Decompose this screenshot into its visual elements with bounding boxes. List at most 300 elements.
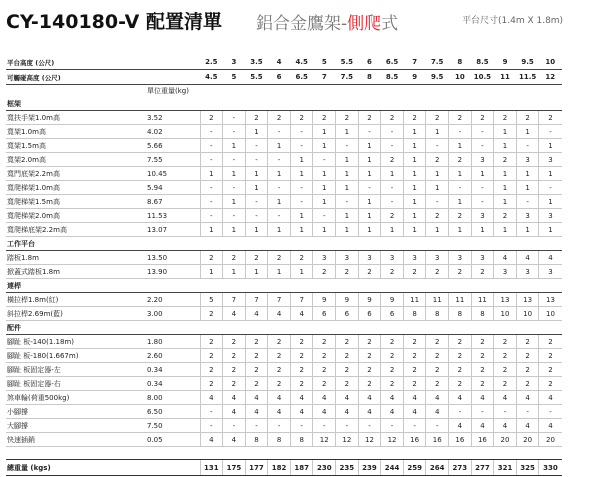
configuration-table	[6, 55, 562, 476]
item-quantity: 2	[358, 377, 381, 391]
item-quantity: 2	[449, 111, 472, 125]
item-quantity: -	[245, 209, 268, 223]
table-row	[6, 307, 562, 321]
item-quantity: 2	[403, 377, 426, 391]
item-name: 踏板1.8m	[6, 251, 144, 265]
item-quantity: 2	[245, 363, 268, 377]
item-quantity: 2	[200, 307, 223, 321]
item-name: 寬爬梯架1.0m高	[6, 181, 144, 195]
item-quantity: 4	[200, 433, 223, 447]
item-quantity: 1	[358, 153, 381, 167]
total-value: 187	[290, 460, 313, 476]
item-quantity: 2	[313, 335, 336, 349]
item-quantity: 1	[200, 265, 223, 279]
platform-height-row-value: 9	[494, 55, 517, 70]
item-quantity: 3	[494, 265, 517, 279]
unit-weight: 7.55	[144, 153, 200, 167]
item-quantity: 2	[290, 251, 313, 265]
platform-height-row-value: 8	[449, 55, 472, 70]
reach-height-row-value: 10.5	[471, 70, 494, 85]
item-quantity: 1	[290, 153, 313, 167]
item-quantity: 2	[516, 349, 539, 363]
item-quantity: -	[471, 181, 494, 195]
item-quantity: 2	[313, 363, 336, 377]
item-quantity: -	[200, 209, 223, 223]
item-quantity: -	[358, 125, 381, 139]
item-quantity: 1	[223, 265, 246, 279]
item-quantity: 2	[381, 265, 404, 279]
platform-height-row-value: 4	[268, 55, 291, 70]
item-quantity: 6	[313, 307, 336, 321]
table-row	[6, 153, 562, 167]
item-quantity: 3	[471, 251, 494, 265]
item-quantity: -	[200, 139, 223, 153]
total-value: 277	[471, 460, 494, 476]
item-quantity: 2	[381, 153, 404, 167]
total-value: 230	[313, 460, 336, 476]
item-quantity: 1	[268, 223, 291, 237]
reach-height-row-value: 10	[449, 70, 472, 85]
item-quantity: 13	[539, 293, 562, 307]
item-quantity: 4	[471, 391, 494, 405]
item-quantity: 1	[381, 223, 404, 237]
item-quantity: 11	[426, 293, 449, 307]
item-quantity: -	[200, 153, 223, 167]
item-name: 煞車輪(荷重500kg)	[6, 391, 144, 405]
spacer	[6, 447, 562, 460]
item-quantity: 6	[381, 307, 404, 321]
item-quantity: 4	[539, 391, 562, 405]
item-quantity: 1	[268, 167, 291, 181]
item-quantity: 1	[449, 167, 472, 181]
item-quantity: -	[223, 209, 246, 223]
item-quantity: 3	[403, 251, 426, 265]
item-quantity: 16	[426, 433, 449, 447]
item-quantity: 4	[516, 251, 539, 265]
item-quantity: -	[426, 139, 449, 153]
item-quantity: 2	[200, 111, 223, 125]
unit-weight: 0.34	[144, 363, 200, 377]
item-quantity: 3	[471, 209, 494, 223]
item-name: 腳趾 板-180(1.667m)	[6, 349, 144, 363]
item-quantity: 1	[539, 167, 562, 181]
item-quantity: 4	[336, 391, 359, 405]
item-quantity: 1	[245, 125, 268, 139]
item-quantity: 1	[539, 195, 562, 209]
item-quantity: 12	[358, 433, 381, 447]
unit-weight-blank	[381, 85, 404, 98]
item-quantity: 3	[539, 153, 562, 167]
item-name: 快速插銷	[6, 433, 144, 447]
item-quantity: 2	[268, 335, 291, 349]
item-name: 掀蓋式踏板1.8m	[6, 265, 144, 279]
item-quantity: 10	[539, 307, 562, 321]
item-quantity: 4	[471, 419, 494, 433]
item-quantity: 4	[223, 391, 246, 405]
item-quantity: 4	[200, 391, 223, 405]
item-quantity: 1	[426, 125, 449, 139]
item-quantity: 2	[494, 335, 517, 349]
item-quantity: 2	[200, 349, 223, 363]
item-quantity: -	[223, 125, 246, 139]
item-quantity: 9	[313, 293, 336, 307]
item-quantity: -	[223, 111, 246, 125]
unit-weight: 0.34	[144, 377, 200, 391]
table-row	[6, 195, 562, 209]
reach-height-row-value: 9	[403, 70, 426, 85]
item-quantity: -	[516, 405, 539, 419]
spacer-row	[6, 447, 562, 460]
item-quantity: 1	[403, 125, 426, 139]
item-quantity: 2	[449, 335, 472, 349]
item-quantity: -	[539, 125, 562, 139]
table-row	[6, 167, 562, 181]
item-quantity: -	[381, 125, 404, 139]
item-quantity: 2	[449, 349, 472, 363]
table-row	[6, 419, 562, 433]
reach-height-row-value: 8.5	[381, 70, 404, 85]
item-quantity: 4	[268, 307, 291, 321]
platform-height-row-spacer	[144, 55, 200, 70]
item-quantity: -	[268, 125, 291, 139]
item-quantity: 2	[494, 209, 517, 223]
item-quantity: 3	[516, 153, 539, 167]
item-quantity: -	[313, 209, 336, 223]
item-quantity: 2	[381, 363, 404, 377]
section-header	[6, 321, 562, 335]
item-quantity: 4	[223, 307, 246, 321]
item-quantity: 5	[200, 293, 223, 307]
item-quantity: 2	[336, 265, 359, 279]
subtitle-suffix: 式	[381, 14, 399, 34]
platform-height-row-value: 7.5	[426, 55, 449, 70]
item-quantity: 3	[358, 251, 381, 265]
item-quantity: 11	[403, 293, 426, 307]
item-quantity: 2	[223, 335, 246, 349]
item-name: 斜拉桿2.69m(藍)	[6, 307, 144, 321]
item-quantity: 8	[471, 307, 494, 321]
item-quantity: -	[268, 153, 291, 167]
platform-height-row-value: 4.5	[290, 55, 313, 70]
item-quantity: 6	[336, 307, 359, 321]
item-quantity: 3	[449, 251, 472, 265]
item-quantity: 2	[449, 153, 472, 167]
item-quantity: 2	[539, 377, 562, 391]
item-quantity: 20	[516, 433, 539, 447]
unit-weight: 5.66	[144, 139, 200, 153]
item-quantity: -	[290, 181, 313, 195]
item-quantity: -	[381, 139, 404, 153]
unit-weight-blank	[290, 85, 313, 98]
item-quantity: 2	[313, 265, 336, 279]
item-quantity: 4	[358, 391, 381, 405]
item-quantity: 4	[403, 391, 426, 405]
item-quantity: 1	[223, 195, 246, 209]
platform-height-row-value: 8.5	[471, 55, 494, 70]
item-quantity: 2	[494, 349, 517, 363]
platform-height-row-value: 3.5	[245, 55, 268, 70]
item-quantity: 2	[471, 363, 494, 377]
item-name: 寬架1.0m高	[6, 125, 144, 139]
item-quantity: 1	[516, 223, 539, 237]
item-quantity: 3	[471, 153, 494, 167]
item-quantity: 2	[290, 377, 313, 391]
unit-weight-blank	[449, 85, 472, 98]
item-quantity: 4	[516, 391, 539, 405]
unit-weight-blank	[223, 85, 246, 98]
unit-weight: 0.05	[144, 433, 200, 447]
item-quantity: 2	[358, 335, 381, 349]
item-quantity: 2	[290, 111, 313, 125]
item-quantity: 4	[539, 251, 562, 265]
item-quantity: 2	[268, 349, 291, 363]
item-quantity: 2	[313, 377, 336, 391]
item-quantity: -	[471, 195, 494, 209]
item-quantity: 1	[426, 181, 449, 195]
total-value: 177	[245, 460, 268, 476]
item-quantity: 1	[290, 265, 313, 279]
unit-weight-blank	[245, 85, 268, 98]
item-quantity: 1	[358, 139, 381, 153]
item-quantity: 2	[471, 265, 494, 279]
platform-height-row-value: 5.5	[336, 55, 359, 70]
item-quantity: 7	[268, 293, 291, 307]
item-quantity: 1	[245, 181, 268, 195]
item-quantity: -	[313, 153, 336, 167]
item-quantity: 4	[516, 419, 539, 433]
item-quantity: 1	[539, 139, 562, 153]
item-quantity: 4	[403, 405, 426, 419]
section-title: 配件	[6, 321, 562, 335]
item-quantity: 10	[516, 307, 539, 321]
unit-weight-blank	[200, 85, 223, 98]
table-row	[6, 349, 562, 363]
item-quantity: 1	[268, 139, 291, 153]
reach-height-row-label: 可觸碰高度 (公尺)	[6, 70, 144, 85]
item-quantity: 2	[426, 153, 449, 167]
item-quantity: 4	[223, 405, 246, 419]
item-quantity: 1	[449, 139, 472, 153]
unit-weight-blank	[313, 85, 336, 98]
total-row	[6, 460, 562, 476]
unit-weight: 5.94	[144, 181, 200, 195]
item-quantity: 1	[449, 223, 472, 237]
item-quantity: -	[358, 181, 381, 195]
item-quantity: 2	[245, 251, 268, 265]
item-quantity: -	[290, 125, 313, 139]
item-quantity: 2	[268, 363, 291, 377]
item-quantity: 4	[426, 405, 449, 419]
item-quantity: 2	[336, 349, 359, 363]
unit-weight: 7.50	[144, 419, 200, 433]
item-quantity: 2	[245, 349, 268, 363]
item-quantity: 13	[516, 293, 539, 307]
item-quantity: 2	[471, 111, 494, 125]
item-quantity: 8	[403, 307, 426, 321]
item-quantity: 2	[268, 377, 291, 391]
item-quantity: 1	[426, 223, 449, 237]
item-name: 大腳撐	[6, 419, 144, 433]
reach-height-row-value: 9.5	[426, 70, 449, 85]
item-quantity: 1	[358, 195, 381, 209]
item-quantity: 1	[494, 195, 517, 209]
item-quantity: -	[358, 419, 381, 433]
reach-height-row	[6, 70, 562, 85]
total-value: 244	[381, 460, 404, 476]
item-quantity: 2	[336, 377, 359, 391]
item-quantity: 1	[471, 223, 494, 237]
item-quantity: -	[381, 181, 404, 195]
platform-height-row-value: 6.5	[381, 55, 404, 70]
table-row	[6, 251, 562, 265]
total-value: 239	[358, 460, 381, 476]
item-name: 寬架1.5m高	[6, 139, 144, 153]
item-quantity: 1	[358, 167, 381, 181]
section-header	[6, 237, 562, 251]
item-quantity: 2	[245, 335, 268, 349]
item-quantity: 2	[290, 363, 313, 377]
item-quantity: 2	[539, 349, 562, 363]
item-quantity: 4	[268, 405, 291, 419]
item-quantity: 1	[336, 125, 359, 139]
item-quantity: 1	[268, 195, 291, 209]
item-quantity: 1	[449, 195, 472, 209]
item-quantity: -	[200, 195, 223, 209]
item-quantity: 16	[471, 433, 494, 447]
item-name: 寬門底架2.2m高	[6, 167, 144, 181]
item-quantity: 4	[290, 307, 313, 321]
reach-height-row-value: 5	[223, 70, 246, 85]
item-quantity: 1	[516, 125, 539, 139]
item-quantity: -	[245, 153, 268, 167]
item-quantity: 4	[539, 419, 562, 433]
item-quantity: -	[245, 139, 268, 153]
table-row	[6, 223, 562, 237]
table-row	[6, 293, 562, 307]
item-quantity: 1	[403, 181, 426, 195]
item-quantity: 1	[313, 167, 336, 181]
item-quantity: 9	[358, 293, 381, 307]
item-quantity: -	[516, 195, 539, 209]
item-quantity: 1	[223, 223, 246, 237]
item-name: 寬扶手架1.0m高	[6, 111, 144, 125]
unit-weight-row	[6, 85, 562, 98]
item-quantity: 1	[268, 265, 291, 279]
item-quantity: -	[200, 125, 223, 139]
total-value: 235	[336, 460, 359, 476]
unit-weight: 13.07	[144, 223, 200, 237]
item-quantity: -	[223, 419, 246, 433]
item-quantity: 1	[290, 223, 313, 237]
item-quantity: 1	[471, 167, 494, 181]
item-quantity: -	[471, 405, 494, 419]
item-quantity: -	[290, 195, 313, 209]
item-quantity: 2	[539, 335, 562, 349]
item-quantity: -	[494, 405, 517, 419]
item-name: 寬爬梯底架2.2m高	[6, 223, 144, 237]
item-quantity: 2	[516, 377, 539, 391]
unit-weight: 4.02	[144, 125, 200, 139]
item-quantity: 1	[200, 167, 223, 181]
unit-weight: 3.52	[144, 111, 200, 125]
item-quantity: 2	[426, 111, 449, 125]
unit-weight-blank	[494, 85, 517, 98]
item-quantity: 8	[449, 307, 472, 321]
item-quantity: 20	[494, 433, 517, 447]
section-header	[6, 97, 562, 111]
unit-weight-blank	[358, 85, 381, 98]
item-quantity: 16	[403, 433, 426, 447]
platform-height-row-value: 2.5	[200, 55, 223, 70]
reach-height-row-value: 11.5	[516, 70, 539, 85]
item-quantity: 2	[245, 377, 268, 391]
reach-height-row-value: 7	[313, 70, 336, 85]
item-quantity: 2	[494, 111, 517, 125]
item-quantity: 4	[449, 391, 472, 405]
item-quantity: 1	[403, 223, 426, 237]
item-quantity: 1	[494, 181, 517, 195]
reach-height-row-value: 6	[268, 70, 291, 85]
item-quantity: 1	[426, 167, 449, 181]
unit-weight: 6.50	[144, 405, 200, 419]
platform-height-row-value: 9.5	[516, 55, 539, 70]
item-quantity: -	[426, 419, 449, 433]
item-quantity: 4	[290, 391, 313, 405]
item-quantity: 9	[381, 293, 404, 307]
item-quantity: 7	[290, 293, 313, 307]
item-quantity: -	[471, 139, 494, 153]
item-quantity: 2	[268, 111, 291, 125]
item-quantity: 1	[494, 167, 517, 181]
table-row	[6, 111, 562, 125]
item-quantity: 9	[336, 293, 359, 307]
section-title: 連桿	[6, 279, 562, 293]
total-value: 264	[426, 460, 449, 476]
item-quantity: 4	[494, 251, 517, 265]
item-quantity: 1	[313, 139, 336, 153]
item-quantity: 3	[381, 251, 404, 265]
item-quantity: -	[336, 139, 359, 153]
item-quantity: -	[313, 419, 336, 433]
reach-height-row-value: 7.5	[336, 70, 359, 85]
item-name: 寬爬梯架1.5m高	[6, 195, 144, 209]
item-quantity: 1	[494, 139, 517, 153]
section-title: 工作平台	[6, 237, 562, 251]
item-quantity: 4	[426, 391, 449, 405]
item-quantity: 1	[313, 195, 336, 209]
item-quantity: -	[290, 139, 313, 153]
item-quantity: 1	[223, 139, 246, 153]
platform-size-label: 平台尺寸(1.4m X 1.8m)	[462, 16, 564, 26]
item-quantity: -	[223, 181, 246, 195]
reach-height-row-value: 4.5	[200, 70, 223, 85]
item-quantity: 2	[313, 111, 336, 125]
unit-weight: 1.80	[144, 335, 200, 349]
item-quantity: 3	[516, 209, 539, 223]
section-header	[6, 279, 562, 293]
item-quantity: 1	[403, 209, 426, 223]
item-quantity: 1	[403, 139, 426, 153]
platform-height-row-value: 6	[358, 55, 381, 70]
table-row	[6, 391, 562, 405]
item-quantity: -	[516, 139, 539, 153]
item-quantity: 12	[313, 433, 336, 447]
unit-weight-blank	[471, 85, 494, 98]
item-quantity: 4	[336, 405, 359, 419]
item-quantity: 1	[358, 223, 381, 237]
item-quantity: 2	[403, 349, 426, 363]
item-quantity: 2	[449, 265, 472, 279]
